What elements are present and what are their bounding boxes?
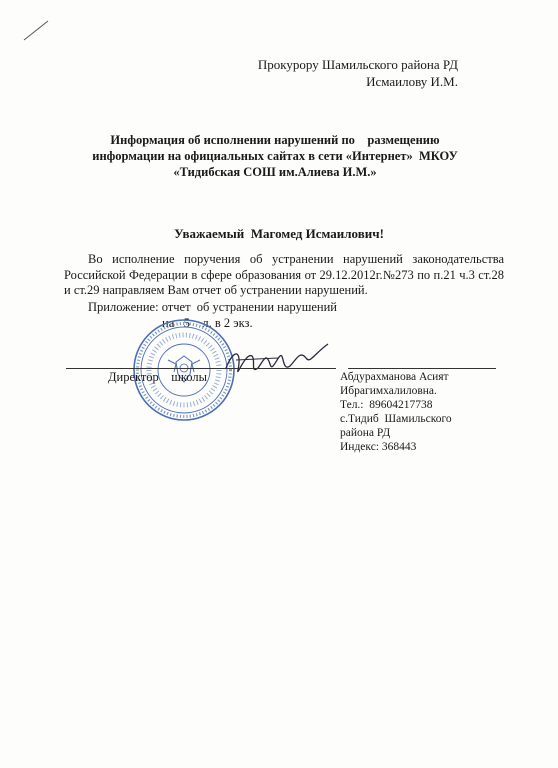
addressee-line-1: Прокурору Шамильского района РД <box>257 57 458 72</box>
title-line-3: «Тидибская СОШ им.Алиева И.М.» <box>173 165 377 179</box>
title-line-1: Информация об исполнении нарушений по размещению <box>110 133 440 147</box>
director-title: Директор школы <box>108 370 208 384</box>
executor-index: Индекс: 368443 <box>340 441 417 453</box>
body-text <box>64 252 504 299</box>
executor-line <box>348 368 496 369</box>
signature-line <box>66 368 336 369</box>
executor-phone: Тел.: 89604217738 <box>340 399 433 411</box>
pencil-mark <box>22 18 52 42</box>
greeting: Уважаемый Магомед Исмаилович! <box>174 226 384 241</box>
addressee-block <box>258 56 458 90</box>
executor-address-1: с.Тидиб Шамильского <box>340 413 452 425</box>
appendix-pages: на 5 л. в 2 экз. <box>162 316 253 330</box>
executor-address-2: района РД <box>340 427 391 439</box>
handwritten-signature <box>220 338 340 388</box>
title-line-2: информации на официальных сайтах в сети «Интернет» МКОУ <box>92 149 458 163</box>
document-title <box>60 132 490 180</box>
appendix-label: Приложение: отчет об устранении нарушений <box>88 300 337 314</box>
executor-name-1: Абдурахманова Асият <box>340 371 449 383</box>
executor-block <box>340 370 452 454</box>
executor-name-2: Ибрагимхалиловна. <box>340 385 437 397</box>
addressee-line-2: Исмаилову И.М. <box>366 74 458 89</box>
body-paragraph: Во исполнение поручения об устранении нарушений законодательства Российской Федерации в сфере образования от 29.12.2012г.№273 по п.21 ч.3 ст.28 и ст.29 направляем Вам отчет об устранении нарушений. <box>64 252 504 297</box>
